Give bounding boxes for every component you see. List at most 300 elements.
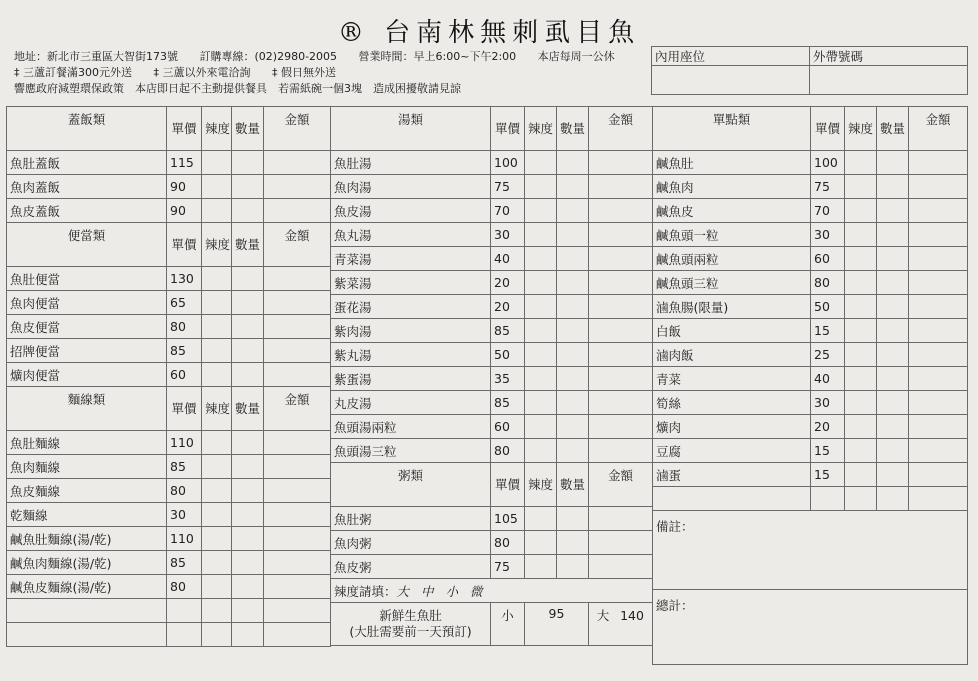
item-price: 25: [811, 343, 845, 367]
table-row: [7, 623, 331, 647]
item-name: 鹹魚肚: [653, 151, 811, 175]
amount-cell[interactable]: [589, 367, 653, 391]
table-row: [7, 315, 331, 339]
qty-cell[interactable]: [232, 575, 264, 599]
amount-cell[interactable]: [909, 151, 968, 175]
item-name: 魚皮蓋飯: [7, 199, 167, 223]
qty-cell[interactable]: [557, 199, 589, 223]
fresh-fish-name: 新鮮生魚肚: [379, 608, 442, 623]
qty-cell[interactable]: [232, 291, 264, 315]
amount-cell[interactable]: [589, 415, 653, 439]
item-price: 65: [167, 291, 202, 315]
price-header: 單價: [491, 463, 525, 507]
table-row: [653, 415, 968, 439]
amount-cell[interactable]: [264, 575, 331, 599]
spice-cell[interactable]: [525, 415, 557, 439]
item-name: 鹹魚肚麵線(湯/乾): [7, 527, 167, 551]
item-price: 85: [167, 551, 202, 575]
spice-cell[interactable]: [845, 175, 877, 199]
item-price: 50: [491, 343, 525, 367]
item-price: 20: [491, 271, 525, 295]
spice-cell[interactable]: [202, 315, 232, 339]
middle-menu-table: [330, 106, 653, 646]
qty-cell[interactable]: [557, 391, 589, 415]
item-price: 70: [491, 199, 525, 223]
table-row: [7, 551, 331, 575]
spice-cell[interactable]: [202, 527, 232, 551]
spice-header: 辣度: [525, 463, 557, 507]
spice-cell[interactable]: [525, 295, 557, 319]
total-field[interactable]: [653, 590, 968, 665]
restaurant-title: ® 台南林無刺虱目魚: [337, 18, 641, 48]
qty-cell[interactable]: [877, 391, 909, 415]
spice-cell[interactable]: [845, 463, 877, 487]
qty-cell[interactable]: [557, 531, 589, 555]
amount-cell[interactable]: [264, 175, 331, 199]
item-name: 魚肉蓋飯: [7, 175, 167, 199]
single-section-title: 單點類: [653, 107, 811, 151]
amount-cell[interactable]: [264, 551, 331, 575]
table-row: [331, 223, 653, 247]
amount-cell[interactable]: [264, 431, 331, 455]
qty-cell[interactable]: [232, 175, 264, 199]
delivery-rule-3: ‡ 假日無外送: [272, 66, 336, 79]
blank-price[interactable]: [167, 623, 202, 647]
table-row: [7, 599, 331, 623]
amount-header: 金額: [264, 107, 331, 151]
qty-cell[interactable]: [232, 479, 264, 503]
spice-cell[interactable]: [202, 431, 232, 455]
item-name: 鹹魚頭一粒: [653, 223, 811, 247]
spice-header: 辣度: [202, 223, 232, 267]
amount-cell[interactable]: [264, 623, 331, 647]
qty-cell[interactable]: [557, 247, 589, 271]
amount-cell[interactable]: [909, 415, 968, 439]
item-name: 魚肉便當: [7, 291, 167, 315]
amount-cell[interactable]: [264, 455, 331, 479]
item-name: 魚肉麵線: [7, 455, 167, 479]
spice-cell[interactable]: [525, 247, 557, 271]
amount-cell[interactable]: [589, 247, 653, 271]
qty-cell[interactable]: [877, 271, 909, 295]
amount-cell[interactable]: [264, 599, 331, 623]
qty-cell[interactable]: [232, 551, 264, 575]
spice-cell[interactable]: [525, 367, 557, 391]
amount-cell[interactable]: [589, 151, 653, 175]
table-row: [653, 223, 968, 247]
item-name: 魚肉湯: [331, 175, 491, 199]
spice-cell[interactable]: [202, 503, 232, 527]
amount-cell[interactable]: [909, 199, 968, 223]
spice-cell[interactable]: [525, 151, 557, 175]
spice-cell[interactable]: [845, 415, 877, 439]
qty-cell[interactable]: [557, 415, 589, 439]
item-name: 鹹魚皮: [653, 199, 811, 223]
table-row: [653, 175, 968, 199]
table-row: [653, 391, 968, 415]
spice-cell[interactable]: [845, 319, 877, 343]
qty-cell[interactable]: [557, 295, 589, 319]
spice-note-label: 辣度請填：: [334, 583, 397, 599]
amount-cell[interactable]: [264, 503, 331, 527]
spice-cell[interactable]: [845, 367, 877, 391]
item-name: 紫丸湯: [331, 343, 491, 367]
amount-cell[interactable]: [589, 343, 653, 367]
item-name: 豆腐: [653, 439, 811, 463]
amount-cell[interactable]: [589, 507, 653, 531]
table-row: [7, 199, 331, 223]
amount-cell[interactable]: [909, 295, 968, 319]
spice-cell[interactable]: [525, 343, 557, 367]
price-header: 單價: [167, 223, 202, 267]
dine-in-label: 內用座位: [652, 47, 810, 66]
item-name: 紫菜湯: [331, 271, 491, 295]
qty-header: 數量: [232, 387, 264, 431]
spice-cell[interactable]: [202, 267, 232, 291]
item-price: 20: [491, 295, 525, 319]
spice-cell[interactable]: [202, 175, 232, 199]
spice-cell[interactable]: [525, 199, 557, 223]
qty-cell[interactable]: [877, 439, 909, 463]
left-menu-table: [6, 106, 331, 647]
table-row: [331, 439, 653, 463]
item-name: 紫蛋湯: [331, 367, 491, 391]
amount-cell[interactable]: [264, 315, 331, 339]
spice-cell[interactable]: [845, 151, 877, 175]
spice-cell[interactable]: [845, 271, 877, 295]
qty-cell[interactable]: [557, 271, 589, 295]
item-name: 乾麵線: [7, 503, 167, 527]
qty-cell[interactable]: [557, 319, 589, 343]
spice-cell[interactable]: [525, 223, 557, 247]
spice-note-row: [331, 579, 653, 603]
soup-section-title: 湯類: [331, 107, 491, 151]
amount-cell[interactable]: [264, 363, 331, 387]
large-price: 140: [620, 608, 644, 623]
table-row: [331, 271, 653, 295]
large-cell: [589, 603, 653, 646]
spice-cell[interactable]: [202, 339, 232, 363]
amount-header: 金額: [589, 107, 653, 151]
qty-cell[interactable]: [232, 151, 264, 175]
spice-cell[interactable]: [525, 531, 557, 555]
amount-header: 金額: [909, 107, 968, 151]
item-price: 30: [491, 223, 525, 247]
blank-name[interactable]: [653, 487, 811, 511]
blank-name[interactable]: [7, 623, 167, 647]
spice-cell[interactable]: [202, 151, 232, 175]
item-name: 魚肚便當: [7, 267, 167, 291]
item-name: 青菜: [653, 367, 811, 391]
qty-header: 數量: [232, 107, 264, 151]
table-row: [653, 439, 968, 463]
qty-header: 數量: [557, 463, 589, 507]
bento-section-title: 便當類: [7, 223, 167, 267]
item-name: 魚肉粥: [331, 531, 491, 555]
item-price: 60: [811, 247, 845, 271]
spice-cell[interactable]: [202, 599, 232, 623]
single-header-row: [653, 107, 968, 151]
item-name: 魚頭湯三粒: [331, 439, 491, 463]
amount-cell[interactable]: [264, 527, 331, 551]
dine-in-field[interactable]: [652, 66, 810, 95]
amount-cell[interactable]: [909, 271, 968, 295]
qty-cell[interactable]: [232, 503, 264, 527]
amount-cell[interactable]: [589, 531, 653, 555]
amount-cell[interactable]: [264, 291, 331, 315]
amount-cell[interactable]: [589, 199, 653, 223]
qty-cell[interactable]: [232, 623, 264, 647]
qty-cell[interactable]: [557, 507, 589, 531]
amount-cell[interactable]: [909, 343, 968, 367]
amount-cell[interactable]: [909, 439, 968, 463]
table-row: [653, 463, 968, 487]
spice-cell[interactable]: [525, 175, 557, 199]
qty-cell[interactable]: [877, 487, 909, 511]
amount-cell[interactable]: [264, 267, 331, 291]
item-price: 90: [167, 199, 202, 223]
item-name: 丸皮湯: [331, 391, 491, 415]
spice-cell[interactable]: [525, 271, 557, 295]
spice-cell[interactable]: [202, 291, 232, 315]
spice-cell[interactable]: [202, 455, 232, 479]
item-name: 魚丸湯: [331, 223, 491, 247]
remarks-field[interactable]: [653, 511, 968, 590]
item-price: 80: [491, 439, 525, 463]
qty-cell[interactable]: [877, 151, 909, 175]
spice-cell[interactable]: [845, 199, 877, 223]
qty-cell[interactable]: [877, 295, 909, 319]
qty-cell[interactable]: [557, 223, 589, 247]
qty-cell[interactable]: [232, 339, 264, 363]
spice-cell[interactable]: [845, 223, 877, 247]
item-price: 110: [167, 431, 202, 455]
item-price: 30: [811, 391, 845, 415]
spice-cell[interactable]: [202, 575, 232, 599]
amount-cell[interactable]: [909, 367, 968, 391]
item-name: 滷蛋: [653, 463, 811, 487]
item-price: 115: [167, 151, 202, 175]
amount-cell[interactable]: [909, 247, 968, 271]
amount-cell[interactable]: [909, 391, 968, 415]
blank-name[interactable]: [7, 599, 167, 623]
table-row: [7, 503, 331, 527]
item-price: 75: [491, 175, 525, 199]
item-price: 20: [811, 415, 845, 439]
qty-header: 數量: [557, 107, 589, 151]
closed-text: 本店每周一公休: [537, 50, 615, 63]
blank-price[interactable]: [811, 487, 845, 511]
fresh-fish-cell: [331, 603, 491, 646]
spice-cell[interactable]: [202, 551, 232, 575]
item-name: 蛋花湯: [331, 295, 491, 319]
amount-cell[interactable]: [589, 439, 653, 463]
qty-cell[interactable]: [232, 199, 264, 223]
amount-cell[interactable]: [264, 479, 331, 503]
qty-cell[interactable]: [232, 431, 264, 455]
spice-cell[interactable]: [202, 363, 232, 387]
spice-cell[interactable]: [845, 439, 877, 463]
amount-cell[interactable]: [909, 487, 968, 511]
bento-header-row: [7, 223, 331, 267]
amount-cell[interactable]: [909, 463, 968, 487]
table-row: [331, 343, 653, 367]
spice-cell[interactable]: [845, 391, 877, 415]
item-price: 80: [167, 315, 202, 339]
amount-cell[interactable]: [264, 199, 331, 223]
table-row: [331, 531, 653, 555]
qty-cell[interactable]: [877, 199, 909, 223]
qty-cell[interactable]: [877, 343, 909, 367]
item-name: 青菜湯: [331, 247, 491, 271]
table-row: [7, 151, 331, 175]
takeout-field[interactable]: [810, 66, 968, 95]
amount-cell[interactable]: [264, 339, 331, 363]
amount-cell[interactable]: [589, 319, 653, 343]
item-name: 鹹魚頭三粒: [653, 271, 811, 295]
amount-cell[interactable]: [589, 295, 653, 319]
spice-note: [331, 579, 653, 603]
qty-header: 數量: [877, 107, 909, 151]
item-name: 魚皮便當: [7, 315, 167, 339]
amount-cell[interactable]: [909, 223, 968, 247]
spice-cell[interactable]: [845, 487, 877, 511]
qty-cell[interactable]: [557, 555, 589, 579]
spice-cell[interactable]: [525, 555, 557, 579]
table-row: [331, 175, 653, 199]
spice-cell[interactable]: [845, 343, 877, 367]
phone-text: 訂購專線：(02)2980-2005: [199, 50, 338, 63]
qty-cell[interactable]: [557, 367, 589, 391]
item-name: 魚皮湯: [331, 199, 491, 223]
table-row: [7, 175, 331, 199]
qty-cell[interactable]: [232, 455, 264, 479]
porridge-section-title: 粥類: [331, 463, 491, 507]
item-name: 滷肉飯: [653, 343, 811, 367]
item-price: 85: [167, 455, 202, 479]
small-label: 小: [491, 603, 525, 646]
noodles-section-title: 麵線類: [7, 387, 167, 431]
qty-cell[interactable]: [877, 247, 909, 271]
spice-cell[interactable]: [525, 507, 557, 531]
amount-cell[interactable]: [589, 223, 653, 247]
amount-cell[interactable]: [589, 391, 653, 415]
spice-cell[interactable]: [845, 295, 877, 319]
rice-section-title: 蓋飯類: [7, 107, 167, 151]
table-row: [653, 367, 968, 391]
table-row: [7, 291, 331, 315]
item-name: 魚頭湯兩粒: [331, 415, 491, 439]
spice-header: 辣度: [525, 107, 557, 151]
amount-cell[interactable]: [909, 175, 968, 199]
takeout-label: 外帶號碼: [810, 47, 968, 66]
item-price: 15: [811, 463, 845, 487]
spice-header: 辣度: [845, 107, 877, 151]
spice-cell[interactable]: [202, 199, 232, 223]
blank-price[interactable]: [167, 599, 202, 623]
table-row: [653, 487, 968, 511]
noodles-header-row: [7, 387, 331, 431]
spice-header: 辣度: [202, 107, 232, 151]
amount-cell[interactable]: [909, 319, 968, 343]
item-name: 魚肚麵線: [7, 431, 167, 455]
fresh-fish-note: (大肚需要前一天預訂): [349, 624, 472, 639]
qty-cell[interactable]: [232, 315, 264, 339]
qty-cell[interactable]: [877, 415, 909, 439]
spice-cell[interactable]: [845, 247, 877, 271]
item-price: 105: [491, 507, 525, 531]
qty-cell[interactable]: [877, 367, 909, 391]
spice-cell[interactable]: [525, 391, 557, 415]
small-price: 95: [525, 603, 589, 646]
table-row: [7, 455, 331, 479]
item-price: 40: [491, 247, 525, 271]
table-row: [653, 199, 968, 223]
spice-cell[interactable]: [202, 623, 232, 647]
qty-cell[interactable]: [232, 363, 264, 387]
rice-header-row: [7, 107, 331, 151]
item-price: 100: [811, 151, 845, 175]
qty-cell[interactable]: [877, 319, 909, 343]
qty-cell[interactable]: [232, 599, 264, 623]
qty-cell[interactable]: [877, 175, 909, 199]
qty-cell[interactable]: [232, 267, 264, 291]
item-price: 60: [491, 415, 525, 439]
item-name: 鹹魚皮麵線(湯/乾): [7, 575, 167, 599]
amount-cell[interactable]: [589, 175, 653, 199]
table-row: [653, 295, 968, 319]
item-price: 30: [167, 503, 202, 527]
qty-cell[interactable]: [557, 175, 589, 199]
amount-cell[interactable]: [264, 151, 331, 175]
remarks-label: 備註：: [656, 519, 694, 534]
right-menu-table: [652, 106, 968, 665]
item-price: 85: [167, 339, 202, 363]
spice-cell[interactable]: [525, 319, 557, 343]
qty-cell[interactable]: [557, 343, 589, 367]
item-price: 60: [167, 363, 202, 387]
amount-cell[interactable]: [589, 555, 653, 579]
spice-cell[interactable]: [525, 439, 557, 463]
table-row: [7, 527, 331, 551]
item-price: 100: [491, 151, 525, 175]
amount-cell[interactable]: [589, 271, 653, 295]
delivery-rule-2: ‡ 三蘆以外來電洽詢: [153, 66, 251, 79]
table-row: [653, 271, 968, 295]
table-row: [7, 431, 331, 455]
table-row: [331, 555, 653, 579]
price-header: 單價: [811, 107, 845, 151]
qty-cell[interactable]: [877, 463, 909, 487]
item-name: 魚肚湯: [331, 151, 491, 175]
amount-header: 金額: [264, 387, 331, 431]
table-row: [331, 295, 653, 319]
item-price: 75: [811, 175, 845, 199]
item-name: 鹹魚肉: [653, 175, 811, 199]
item-name: 筍絲: [653, 391, 811, 415]
item-price: 80: [167, 479, 202, 503]
item-price: 80: [167, 575, 202, 599]
qty-cell[interactable]: [557, 151, 589, 175]
remarks-row: [653, 511, 968, 590]
item-price: 30: [811, 223, 845, 247]
item-name: 鹹魚肉麵線(湯/乾): [7, 551, 167, 575]
qty-cell[interactable]: [557, 439, 589, 463]
spice-cell[interactable]: [202, 479, 232, 503]
qty-cell[interactable]: [877, 223, 909, 247]
qty-cell[interactable]: [232, 527, 264, 551]
item-name: 爌肉: [653, 415, 811, 439]
